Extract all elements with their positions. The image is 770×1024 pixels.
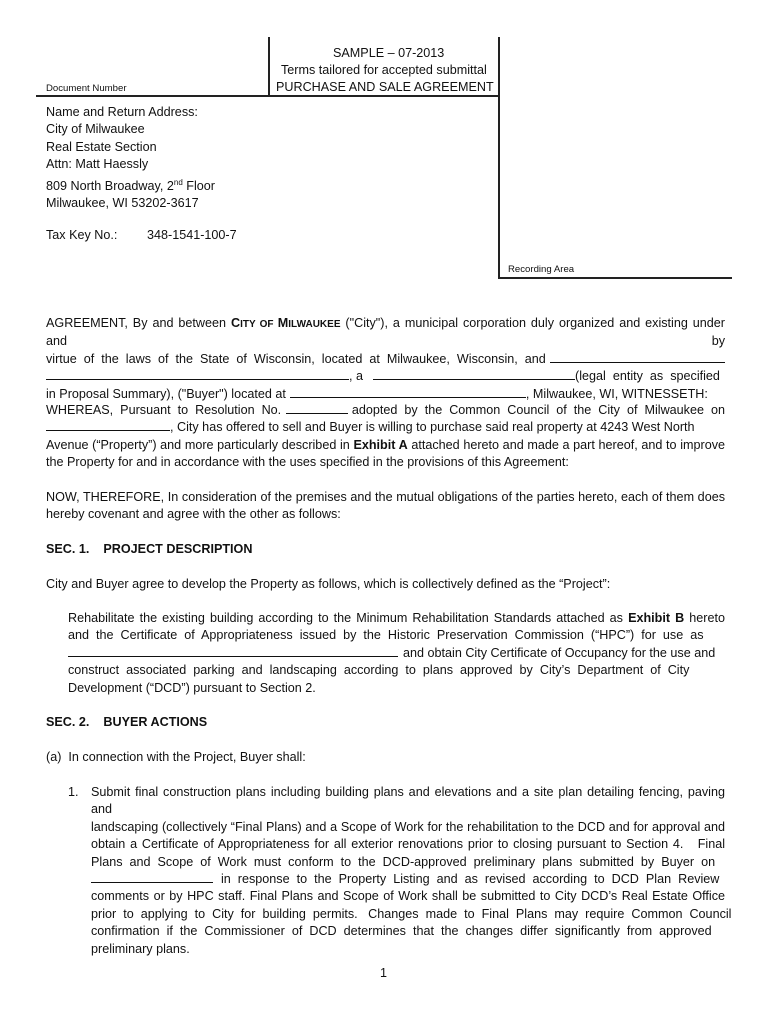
whereas-text: Avenue (“Property”) and more particularly described in [46,437,354,452]
agreement-title: PURCHASE AND SALE AGREEMENT [276,80,494,94]
item1-line: comments or by HPC staff. Final Plans and Scope of Work shall be submitted to City DCD’s Real Estate Office [91,889,725,904]
header-box-left-border [268,37,270,97]
city-m: M [277,316,289,330]
whereas-text: WHEREAS, Pursuant to Resolution No. [46,403,282,417]
project-text: hereto [684,611,726,625]
agreement-line-2 [46,351,725,368]
address-floor: Floor [182,178,215,193]
tax-key-value: 348-1541-100-7 [147,228,237,242]
address-street: 809 North Broadway, 2 [46,178,174,193]
sec1-intro: City and Buyer agree to develop the Property as follows, which is collectively defined as the “Project”: [46,577,611,591]
item1-line: confirmation if the Commissioner of DCD determines that the changes differ significantly from approved [91,924,712,939]
agreement-line-3 [46,368,725,385]
agreement-line-4 [46,386,725,403]
sec2-heading-text: SEC. 2. BUYER ACTIONS [46,715,208,729]
whereas-line-4: the Property for and in accordance with the uses specified in the provisions of this Agreement: [46,455,569,470]
return-address-line: Milwaukee, WI 53202-3617 [46,196,199,211]
whereas-paragraph [46,402,725,472]
sec1-heading-text: SEC. 1. PROJECT DESCRIPTION [46,542,253,556]
project-line-5: Development (“DCD”) pursuant to Section 2. [68,680,316,695]
address-floor-suffix: nd [173,177,183,187]
agreement-text: AGREEMENT, By and between [46,316,231,330]
return-address-line: Real Estate Section [46,139,157,154]
city-c: C [230,316,241,330]
now-line-2: hereby covenant and agree with the other as follows: [46,507,341,522]
now-line-1: NOW, THEREFORE, In consideration of the premises and the mutual obligations of the parties hereto, each of them does [46,490,725,504]
sec2-item-1-number: 1. [68,785,79,799]
agreement-text: in Proposal Summary), ("Buyer") located at [46,386,286,401]
resolution-number-blank[interactable] [286,402,348,414]
sec2-item-1 [91,784,732,958]
buyer-address-blank[interactable] [290,386,526,398]
return-address-block [46,104,215,213]
project-line-4: construct associated parking and landscaping according to plans approved by City’s Department of City [68,663,690,678]
header-box-right-border [498,37,500,279]
project-text: and obtain City Certificate of Occupancy for the use and [403,645,716,660]
whereas-text: adopted by the Common Council of the City of Milwaukee on [351,403,725,417]
project-text: Rehabilitate the existing building according to the Minimum Rehabilitation Standards attached as [68,611,629,625]
city-ilwaukee: ILWAUKEE [288,319,341,330]
agreement-text: , Milwaukee, WI, WITNESSETH: [525,386,708,401]
now-therefore-paragraph [46,489,725,524]
whereas-text: attached hereto and made a part hereof, and to improve [407,437,725,452]
sample-line: SAMPLE – 07-2013 [333,46,445,60]
legal-entity-blank[interactable] [373,368,575,380]
sec2-a-line: (a) In connection with the Project, Buyer shall: [46,750,306,764]
item1-line: Plans and Scope of Work must conform to the DCD-approved preliminary plans submitted by Buyer on [91,854,716,869]
sec2-heading [46,714,207,731]
whereas-line-1 [46,402,725,419]
item1-line: obtain a Certificate of Appropriateness for all exterior renovations prior to closing pursuant to Section 4. Final [91,837,725,852]
agreement-text: , a [349,369,364,384]
recording-area-rule [498,277,732,279]
buyer-entity-blank[interactable] [46,368,349,380]
item1-line: Submit final construction plans including building plans and elevations and a site plan detailing fencing, paving and [91,785,725,817]
document-number-label: Document Number [46,83,127,94]
whereas-line-3 [46,437,725,454]
city-name-smallcaps [231,316,341,330]
item1-line: preliminary plans. [91,941,190,956]
agreement-paragraph [46,315,725,403]
whereas-line-2 [46,419,725,436]
page-number: 1 [380,966,388,980]
project-line-1 [68,610,725,627]
resolution-date-blank[interactable] [46,419,170,431]
agreement-text: (legal entity as specified [575,369,720,384]
buyer-name-blank[interactable] [550,351,725,363]
item1-line: landscaping (collectively “Final Plans) and a Scope of Work for the rehabilitation to the DCD and for approval and [91,819,725,834]
return-address-line: Attn: Matt Haessly [46,157,149,172]
sec1-heading [46,541,252,558]
agreement-text: ("City"), a municipal corporation duly organized and existing under and by [46,316,725,349]
return-address-line [46,174,215,196]
exhibit-b-ref: Exhibit B [628,611,685,625]
agreement-text: virtue of the laws of the State of Wisconsin, located at Milwaukee, Wisconsin, and [46,351,546,366]
city-ity: ITY OF [240,319,278,330]
item1-line [91,871,725,888]
intended-use-blank[interactable] [68,645,398,657]
return-address-heading: Name and Return Address: [46,105,198,119]
sec1-project-paragraph [68,610,725,697]
exhibit-a-ref: Exhibit A [353,437,408,452]
whereas-text: , City has offered to sell and Buyer is willing to purchase said real property at 4243 West North [170,420,695,435]
recording-area-label: Recording Area [508,264,575,275]
item1-text: in response to the Property Listing and as revised according to DCD Plan Review [221,872,720,887]
project-line-2: and the Certificate of Appropriateness issued by the Historic Preservation Commission (“HPC”) for use as [68,628,704,643]
preliminary-plans-date-blank[interactable] [91,871,213,883]
item1-line: prior to applying to City for building permits. Changes made to Final Plans may require Common Council [91,906,732,921]
project-line-3 [68,645,725,662]
agreement-line-1 [46,315,725,351]
tax-key-label: Tax Key No.: [46,228,118,242]
terms-line: Terms tailored for accepted submittal [281,63,487,77]
return-address-line: City of Milwaukee [46,122,145,137]
